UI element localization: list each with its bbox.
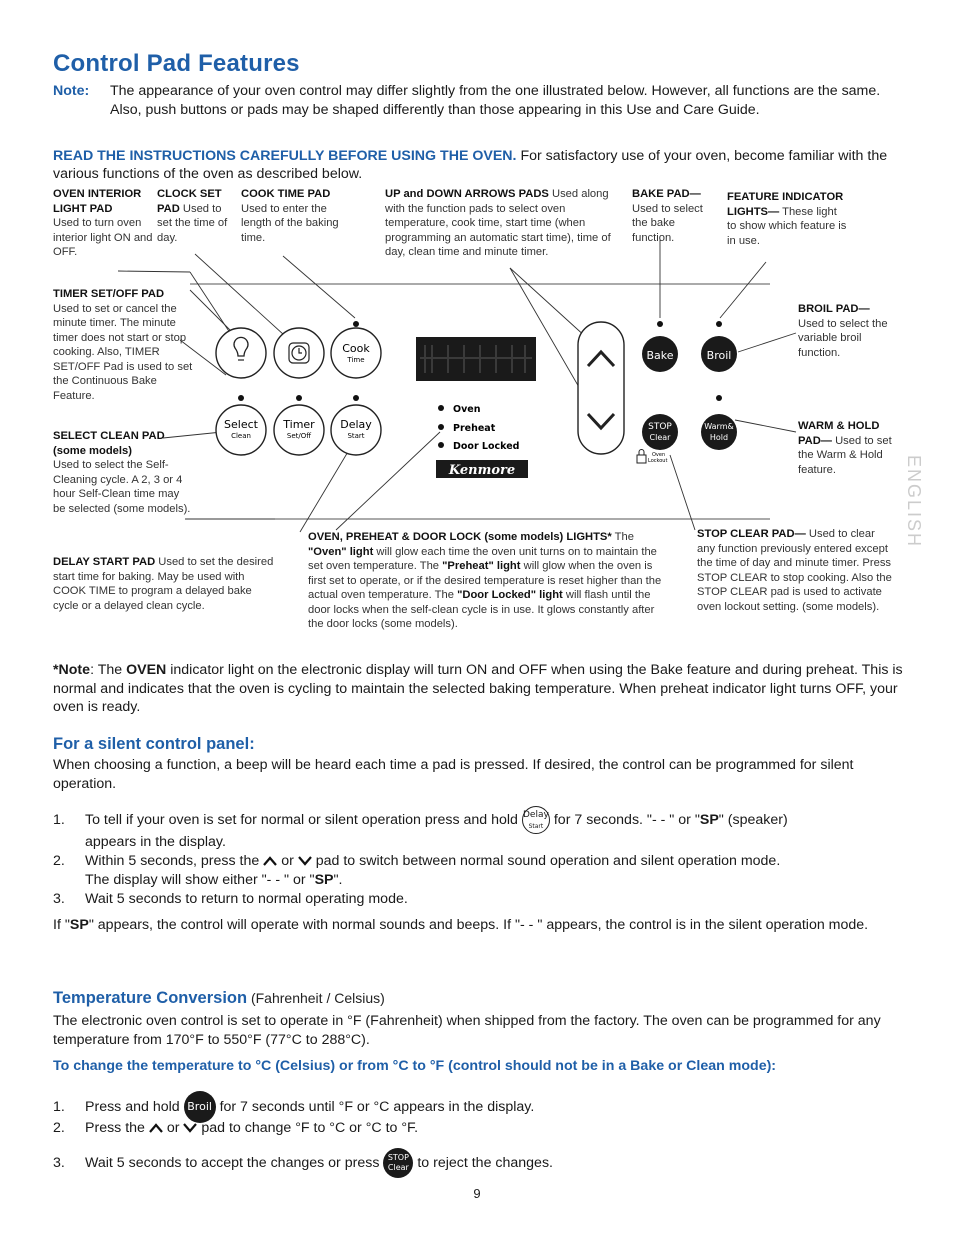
temp-step-1-num: 1. — [53, 1098, 65, 1115]
silent-step-2 — [53, 852, 903, 871]
callout-lock-text-2: will glow each time the oven unit turns on to maintain the set oven temperature. The — [308, 545, 657, 572]
delay-label: Delay — [340, 418, 372, 431]
delay-sublabel: Start — [347, 432, 365, 440]
asterisk-note-text-1: : The — [90, 662, 127, 678]
callout-lock-title: OVEN, PREHEAT & DOOR LOCK (some models) LIGHTS* — [308, 531, 612, 543]
warm-hold-indicator-dot — [716, 395, 722, 401]
callout-oven-light-text: Used to turn oven interior light ON and OFF. — [53, 217, 153, 258]
callout-select-clean-text: Used to select the Self-Cleaning cycle. A 2, 3 or 4 hour Self-Clean time may be selected (some models). — [53, 459, 191, 515]
silent-step-2-text-d: The display will show either "- - " or " — [85, 872, 315, 888]
select-clean-sublabel: Clean — [231, 432, 251, 440]
oven-indicator-note — [53, 661, 903, 717]
cook-time-indicator-dot — [353, 321, 359, 327]
silent-step-2-text-b: or — [281, 853, 294, 869]
cook-time-sublabel: Time — [347, 356, 365, 364]
delay-start-pad[interactable] — [331, 405, 381, 455]
up-arrow-icon — [149, 1123, 163, 1133]
temp-heading — [53, 989, 385, 1008]
callout-arrows-text: Used along with the function pads to select oven temperature, cook time, start time (when programming an automatic start time), time of day, clean time and minute timer. — [385, 188, 611, 258]
temp-intro: The electronic oven control is set to operate in °F (Fahrenheit) when shipped from the factory. The oven can be programmed for any temperature from 170°F to 550°F (77°C to 288°C). — [53, 1013, 881, 1048]
callout-stop-clear-title: STOP CLEAR PAD— — [697, 528, 806, 540]
bake-indicator-dot — [657, 321, 663, 327]
preheat-indicator-dot — [438, 424, 444, 430]
brand-logo — [436, 460, 528, 478]
bake-pad[interactable] — [642, 336, 678, 372]
silent-outro-b: " appears, the control will operate with normal sounds and beeps. If "- - " appears, the control is in the silent operation mode. — [88, 917, 869, 933]
callout-lock-door: "Door Locked" light — [457, 589, 563, 601]
warm-label: Warm& — [704, 422, 734, 431]
hold-label: Hold — [709, 433, 729, 442]
silent-step-2-text-e: ". — [333, 872, 343, 888]
bake-label: Bake — [646, 349, 674, 362]
up-arrow-icon — [263, 856, 277, 866]
silent-step-1-sp: SP — [699, 811, 719, 828]
cook-time-pad[interactable] — [331, 328, 381, 378]
asterisk-note-text-2: indicator light on the electronic display will turn ON and OFF when using the Bake feature and during preheat. This is normal and indicates that the oven is cycling to maintain the selected baking temperature. When preheat indicator light turns OFF, your oven is ready. — [53, 662, 903, 715]
callout-oven-light-title: OVEN INTERIOR LIGHT PAD — [53, 188, 142, 215]
language-side-tab: ENGLISH — [904, 455, 924, 549]
stop-label: STOP — [648, 422, 672, 432]
door-locked-indicator-dot — [438, 442, 444, 448]
page-title: Control Pad Features — [53, 50, 300, 77]
down-arrow-icon — [183, 1123, 197, 1133]
silent-intro: When choosing a function, a beep will be heard each time a pad is pressed. If desired, the control can be programmed for silent operation. — [53, 757, 854, 792]
lockout-label-2: Lockout — [648, 458, 668, 464]
silent-step-2-cont — [85, 871, 885, 890]
preheat-indicator-label: Preheat — [453, 423, 496, 434]
warm-hold-pad[interactable] — [701, 414, 737, 450]
temp-bold-instruction: To change the temperature to °C (Celsius) or from °C to °F (control should not be in a Bake or Clean mode): — [53, 1058, 777, 1074]
temp-step-3 — [53, 1148, 903, 1178]
callout-warm-hold-text: Used to set the Warm & Hold feature. — [798, 434, 892, 476]
brand-text: Kenmore — [448, 463, 516, 478]
silent-outro-a: If " — [53, 917, 70, 933]
asterisk-note-bold: OVEN — [126, 662, 167, 678]
silent-outro-sp: SP — [69, 917, 89, 933]
callout-bake-title: BAKE PAD— — [632, 188, 701, 200]
silent-step-2-text-c: pad to switch between normal sound operation and silent operation mode. — [315, 853, 781, 869]
callout-cook-time-text: Used to enter the length of the baking time. — [241, 202, 339, 244]
electronic-display — [416, 337, 536, 381]
timer-indicator-dot — [296, 395, 302, 401]
callout-stop-clear-text: Used to clear any function previously entered except the time of day and minute timer. Press STOP CLEAR to stop cooking. Also the STOP CLEAR pad is used to activate oven lockout setting. (some models). — [697, 528, 892, 613]
callout-broil-text: Used to select the variable broil function. — [798, 317, 888, 359]
broil-label: Broil — [706, 349, 732, 362]
temp-step-1-text-a: Press and hold — [85, 1098, 180, 1115]
callout-feature-title: FEATURE INDICATOR LIGHTS— — [727, 191, 844, 218]
callout-delay-title: DELAY START PAD — [53, 556, 156, 568]
padlock-icon — [637, 450, 646, 464]
silent-step-3-text: Wait 5 seconds to return to normal operating mode. — [85, 891, 408, 907]
broil-indicator-dot — [716, 321, 722, 327]
timer-label: Timer — [283, 418, 315, 431]
temp-step-3-num: 3. — [53, 1154, 65, 1171]
callout-bake-text: Used to select the bake function. — [632, 202, 703, 244]
callout-select-clean-title: SELECT CLEAN PAD (some models) — [53, 430, 165, 457]
silent-step-1 — [53, 806, 903, 834]
silent-step-2-num: 2. — [53, 853, 65, 869]
oven-indicator-label: Oven — [453, 404, 481, 415]
callout-lock-text-3: will glow when the oven is first set to operate, or if the desired temperature is reset higher than the actual oven temperature. The — [308, 560, 662, 601]
oven-light-pad[interactable] — [216, 328, 266, 378]
callout-lock-preheat: "Preheat" light — [442, 560, 521, 572]
broil-pad[interactable] — [701, 336, 737, 372]
callout-cook-time-title: COOK TIME PAD — [241, 188, 331, 200]
clear-label: Clear — [649, 433, 671, 442]
temp-step-3-text-a: Wait 5 seconds to accept the changes or press — [85, 1154, 380, 1171]
delay-start-inline-icon: Delay Start — [522, 806, 550, 834]
callout-timer-text: Used to set or cancel the minute timer. The minute timer does not start or stop cooking. Also, TIMER SET/OFF Pad is used to set the Continuous Bake Feature. — [53, 302, 193, 402]
callout-timer-title: TIMER SET/OFF PAD — [53, 288, 165, 300]
callout-clock-title: CLOCK SET PAD — [157, 188, 222, 215]
broil-inline-icon: Broil — [184, 1091, 216, 1123]
timer-set-off-pad[interactable] — [274, 405, 324, 455]
silent-step-3-num: 3. — [53, 891, 65, 907]
asterisk-note-lead: *Note — [53, 662, 91, 678]
arrow-pads — [578, 322, 624, 454]
stop-clear-pad[interactable] — [642, 414, 678, 450]
intro-bold: READ THE INSTRUCTIONS CAREFULLY BEFORE USING THE OVEN. — [53, 148, 517, 164]
clock-set-pad[interactable] — [274, 328, 324, 378]
silent-step-2-text-a: Within 5 seconds, press the — [85, 853, 260, 869]
note-text: The appearance of your oven control may differ slightly from the one illustrated below. However, all functions are the same. Also, push buttons or pads may be shaped differently than those appearing in this Use and Care Guide. — [110, 83, 881, 118]
callout-delay-text: Used to set the desired start time for baking. May be used with COOK TIME to program a delayed bake cycle or a delayed clean cycle. — [53, 556, 274, 612]
lockout-label-1: Oven — [652, 452, 666, 458]
down-arrow-icon — [298, 856, 312, 866]
silent-step-1-text-b: for 7 seconds. "- - " or " — [553, 811, 700, 828]
page-number: 9 — [473, 1186, 481, 1201]
stop-clear-inline-icon: STOP Clear — [383, 1148, 413, 1178]
temp-step-2-text-c: pad to change °F to °C or °C to °F. — [201, 1120, 419, 1136]
callout-broil-title: BROIL PAD— — [798, 303, 870, 315]
note-label: Note: — [53, 83, 90, 99]
intro-text: For satisfactory use of your oven, become familiar with the various functions of the oven as described below. — [53, 148, 888, 182]
silent-step-1-text-c: " (speaker) — [718, 811, 788, 828]
silent-step-1-text-a: To tell if your oven is set for normal or silent operation press and hold — [85, 811, 518, 828]
silent-step-1-cont: appears in the display. — [85, 834, 226, 850]
temp-heading-sub: (Fahrenheit / Celsius) — [247, 990, 385, 1006]
door-locked-indicator-label: Door Locked — [453, 441, 520, 452]
oven-indicator-dot — [438, 405, 444, 411]
temp-step-3-text-b: to reject the changes. — [417, 1154, 553, 1171]
temp-step-2 — [53, 1119, 903, 1138]
silent-step-2-sp: SP — [314, 872, 334, 888]
callout-clock-text: Used to set the time of day. — [157, 202, 228, 244]
callout-warm-hold-title: WARM & HOLD PAD— — [798, 420, 880, 447]
temp-step-2-text-a: Press the — [85, 1120, 145, 1136]
silent-outro — [53, 916, 903, 935]
callout-feature-text: These light to show which feature is in use. — [727, 205, 847, 247]
callout-arrows-title: UP and DOWN ARROWS PADS — [385, 188, 549, 200]
silent-step-1-num: 1. — [53, 811, 65, 828]
select-clean-label: Select — [224, 418, 258, 431]
select-clean-indicator-dot — [238, 395, 244, 401]
temp-step-1-text-b: for 7 seconds until °F or °C appears in the display. — [219, 1098, 535, 1115]
cook-time-label: Cook — [342, 342, 370, 355]
select-clean-pad[interactable] — [216, 405, 266, 455]
delay-indicator-dot — [353, 395, 359, 401]
callout-lock-text-4: will flash until the door locks when the self-clean cycle is in use. It glows constantly after the door locks (some models). — [308, 589, 655, 630]
silent-heading: For a silent control panel: — [53, 735, 255, 753]
callout-lock-oven: "Oven" light — [308, 545, 374, 558]
timer-sublabel: Set/Off — [286, 432, 312, 440]
temp-step-2-text-b: or — [166, 1120, 180, 1136]
callout-lock-text-1: The — [611, 531, 634, 543]
silent-step-3 — [53, 890, 903, 909]
temp-step-2-num: 2. — [53, 1120, 65, 1136]
temp-heading-main: Temperature Conversion — [53, 989, 248, 1007]
